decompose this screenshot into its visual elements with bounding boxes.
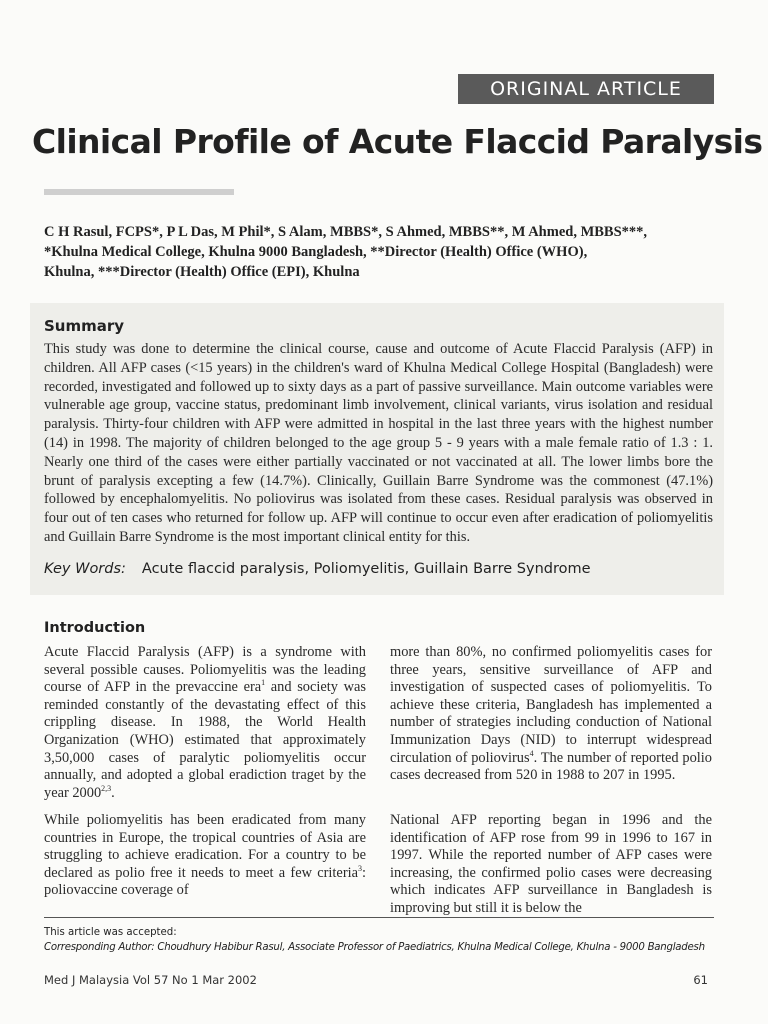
page-number: 61 — [693, 973, 708, 987]
keywords-value: Acute flaccid paralysis, Poliomyelitis, Guillain Barre Syndrome — [141, 561, 591, 577]
journal-reference: Med J Malaysia Vol 57 No 1 Mar 2002 — [44, 973, 257, 987]
keywords-label: Key Words: — [44, 561, 126, 577]
affiliation-line: Khulna, ***Director (Health) Office (EPI), Khulna — [44, 264, 360, 280]
authors-line: C H Rasul, FCPS*, P L Das, M Phil*, S Alam, MBBS*, S Ahmed, MBBS**, M Ahmed, MBBS***, — [44, 224, 648, 240]
footnote-divider — [44, 917, 714, 918]
intro-paragraph — [44, 812, 366, 900]
intro-paragraph — [44, 644, 366, 802]
paragraph-text: more than 80%, no confirmed poliomyelitis cases for three years, sensitive surveillance of AFP and investigation of suspected cases of poliomyelitis. To achieve these criteria, Bangladesh has implemented a number of strategies including conduction of National Immunization Days (NID) to interrupt widespread circulation of poliovirus — [390, 644, 712, 766]
paragraph-text: While poliomyelitis has been eradicated from many countries in Europe, the tropical countries of Asia are struggling to achieve eradication. For a country to be declared as polio free it needs to meet a few criteria — [44, 812, 366, 881]
article-type-banner: ORIGINAL ARTICLE — [458, 74, 714, 104]
paragraph-text: and society was reminded constantly of the devastating effect of this crippling disease. In 1988, the World Health Organization (WHO) estimated that approximately 3,50,000 cases of paralytic poliomyelitis occur annually, and adopted a global eradiction traget by the year 2000 — [44, 679, 366, 801]
citation-ref: 4 — [529, 748, 534, 758]
introduction-heading: Introduction — [44, 620, 146, 636]
accepted-note: This article was accepted: — [44, 927, 177, 938]
intro-paragraph: National AFP reporting began in 1996 and the identification of AFP rose from 99 in 1996 to 167 in 1997. While the reported number of AFP cases were increasing, the confirmed polio cases were decreasing which indicates AFP surveillance in Bangladesh is improving but still it is below the — [390, 812, 712, 916]
intro-paragraph — [390, 644, 712, 785]
title-rule — [44, 189, 234, 195]
corresponding-author-note: Corresponding Author: Choudhury Habibur Rasul, Associate Professor of Paediatrics, Khulna Medical College, Khulna - 9000 Bangladesh — [44, 942, 705, 953]
page-title: Clinical Profile of Acute Flaccid Paralysis — [32, 122, 763, 161]
keywords — [44, 561, 714, 577]
author-affiliations — [44, 222, 714, 282]
paragraph-text: : poliovaccine coverage of — [44, 864, 366, 899]
summary-text: This study was done to determine the clinical course, cause and outcome of Acute Flaccid Paralysis (AFP) in children. All AFP cases (<15 years) in the children's ward of Khulna Medical College Hospital (Bangladesh) were recorded, investigated and followed up to sixty days as a part of passive surveillance. Main outcome variables were vulnerable age group, vaccine status, predominant limb involvement, clinical variants, virus isolation and residual paralysis. Thirty-four children with AFP were admitted in hospital in the last three years with the highest number (14) in 1998. The majority of children belonged to the age group 5 - 9 years with a male female ratio of 1.3 : 1. Nearly one third of the cases were either partially vaccinated or not vaccinated at all. The lower limbs bore the brunt of paralysis excepting a few (14.7%). Clinically, Guillain Barre Syndrome was the commonest (47.1%) followed by encephalomyelitis. No poliovirus was isolated from these cases. Residual paralysis was observed in four out of ten cases who returned for follow up. AFP will continue to occur even after eradication of poliomyelitis and Guillain Barre Syndrome is the most important clinical entity for this. — [44, 341, 713, 545]
affiliation-line: *Khulna Medical College, Khulna 9000 Bangladesh, **Director (Health) Office (WHO), — [44, 244, 588, 260]
citation-ref: 3 — [358, 863, 362, 873]
citation-ref: 1 — [261, 678, 266, 688]
paragraph-text: Acute Flaccid Paralysis (AFP) is a syndrome with several possible causes. Poliomyelitis was the leading course of AFP in the prevaccine era — [44, 644, 366, 696]
footnote — [44, 925, 724, 955]
paragraph-text: . The number of reported polio cases decreased from 520 in 1988 to 207 in 1995. — [390, 749, 712, 784]
paragraph-text: . — [111, 784, 115, 801]
citation-ref: 2,3 — [101, 783, 112, 793]
summary-heading: Summary — [44, 317, 125, 335]
